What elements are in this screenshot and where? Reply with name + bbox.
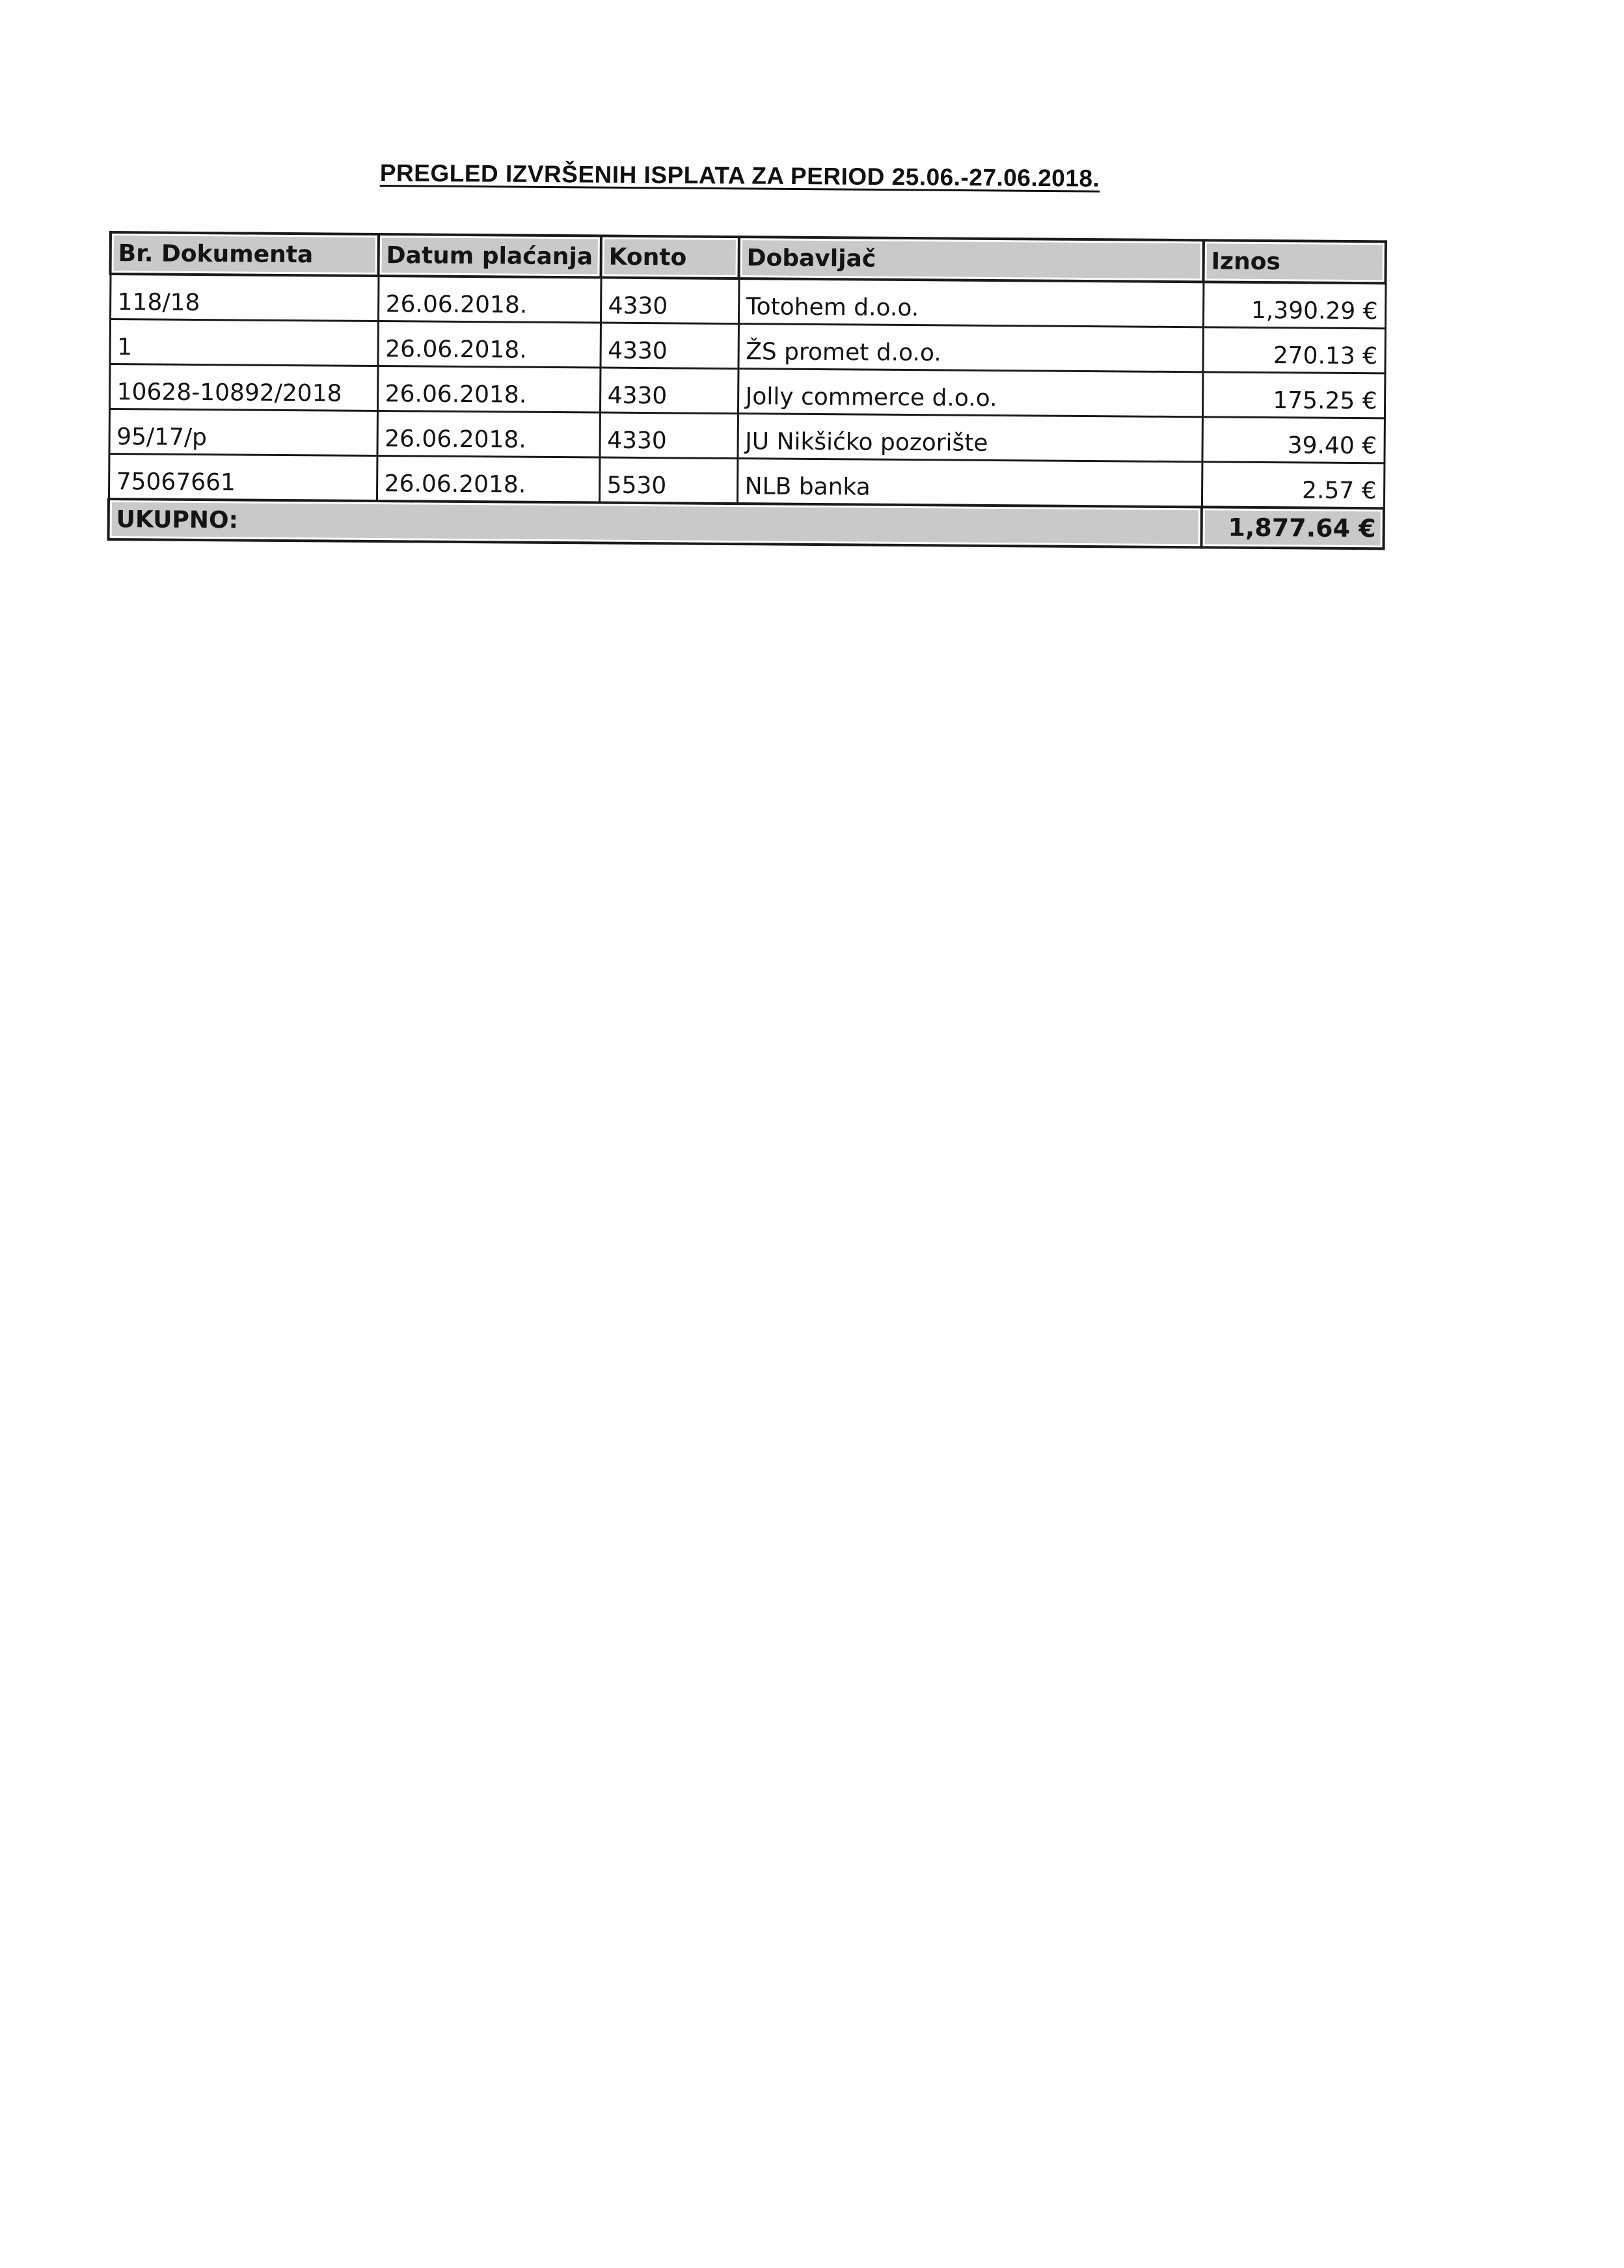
total-label: UKUPNO: <box>109 499 1202 547</box>
cell-payment-date: 26.06.2018. <box>377 456 600 503</box>
cell-amount: 270.13 € <box>1202 327 1385 373</box>
cell-supplier: ŽS promet d.o.o. <box>738 324 1202 372</box>
header-payment-date: Datum plaćanja <box>379 234 601 278</box>
header-supplier: Dobavljač <box>738 237 1203 282</box>
cell-amount: 1,390.29 € <box>1203 282 1386 329</box>
cell-account: 5530 <box>599 457 738 504</box>
cell-payment-date: 26.06.2018. <box>377 366 600 413</box>
cell-document-no: 75067661 <box>109 454 377 502</box>
header-account: Konto <box>601 236 738 279</box>
payments-sheet <box>107 231 1385 550</box>
cell-document-no: 10628-10892/2018 <box>109 364 377 411</box>
cell-document-no: 95/17/p <box>109 409 377 456</box>
cell-account: 4330 <box>599 412 738 459</box>
total-row <box>109 499 1384 548</box>
cell-payment-date: 26.06.2018. <box>378 276 601 323</box>
cell-supplier: Totohem d.o.o. <box>738 278 1203 327</box>
cell-document-no: 1 <box>110 319 378 366</box>
cell-amount: 175.25 € <box>1202 372 1385 418</box>
payments-table <box>107 231 1387 550</box>
cell-payment-date: 26.06.2018. <box>377 321 600 368</box>
header-document-no: Br. Dokumenta <box>111 232 379 276</box>
cell-supplier: NLB banka <box>737 459 1202 507</box>
cell-amount: 2.57 € <box>1202 462 1385 509</box>
cell-account: 4330 <box>601 278 739 324</box>
cell-account: 4330 <box>600 368 738 414</box>
cell-supplier: JU Nikšićko pozorište <box>737 414 1202 462</box>
header-amount: Iznos <box>1203 240 1385 283</box>
cell-payment-date: 26.06.2018. <box>377 411 599 458</box>
cell-account: 4330 <box>600 323 738 369</box>
cell-supplier: Jolly commerce d.o.o. <box>738 369 1202 417</box>
cell-amount: 39.40 € <box>1202 417 1384 463</box>
cell-document-no: 118/18 <box>110 274 378 321</box>
page-title: PREGLED IZVRŠENIH ISPLATA ZA PERIOD 25.06.-27.06.2018. <box>379 159 1100 192</box>
total-amount: 1,877.64 € <box>1201 507 1383 548</box>
